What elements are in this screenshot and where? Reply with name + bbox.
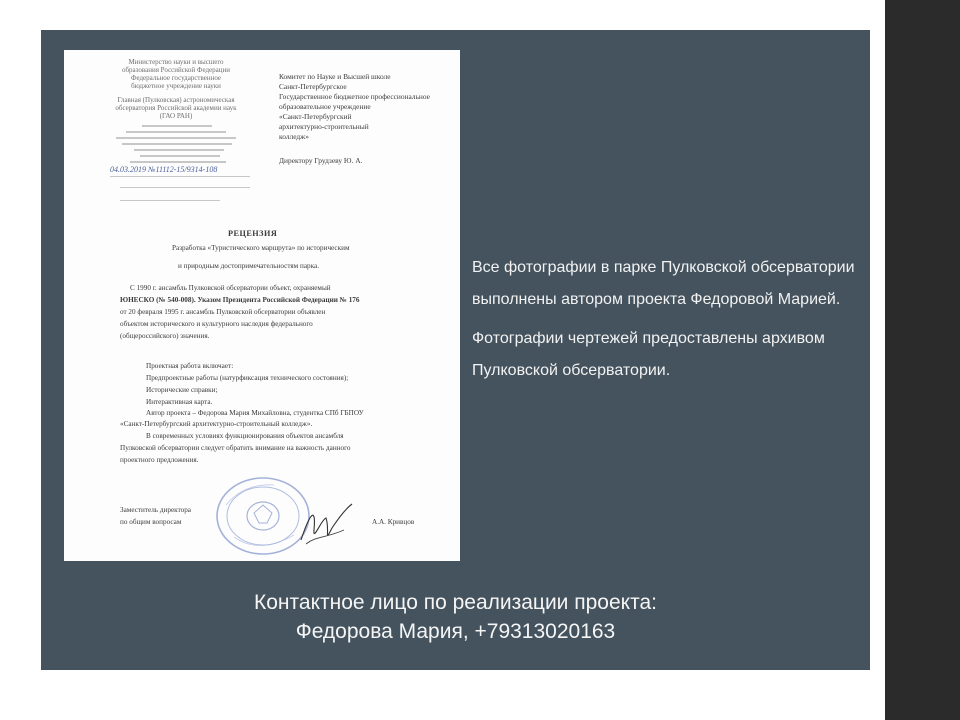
addressee-line: образовательное учреждение: [279, 102, 371, 111]
signature-icon: [296, 500, 356, 550]
list-line: проектного предложения.: [120, 456, 199, 464]
contact-details: Федорова Мария, +79313020163: [295, 620, 616, 643]
info-paragraph-drawings: Фотографии чертежей предоставлены архивом Пулковской обсерватории.: [472, 330, 825, 379]
addressee-line: Комитет по Науке и Высшей школе: [279, 72, 391, 81]
address-smudge: [140, 155, 220, 157]
addressee-line: Государственное бюджетное профессиональное: [279, 92, 430, 101]
sender-line: бюджетное учреждение науки: [131, 82, 221, 90]
signer-role: Заместитель директора: [120, 506, 191, 514]
sender-line: (ГАО РАН): [159, 112, 193, 120]
list-line: «Санкт-Петербургский архитектурно-строительный колледж».: [120, 420, 313, 428]
signer-role: по общим вопросам: [120, 518, 182, 526]
body-line: ЮНЕСКО (№ 540-008). Указом Президента Российской Федерации № 176: [120, 296, 360, 304]
number-underline: [120, 187, 250, 188]
addressee-line: Директору Грудзеву Ю. А.: [279, 156, 363, 165]
contact-block: [41, 588, 870, 646]
body-line: от 20 февраля 1995 г. ансамбль Пулковской обсерватории объявлен: [120, 308, 326, 316]
number-underline: [120, 200, 220, 201]
body-line: С 1990 г. ансамбль Пулковской обсерватории объект, охраняемый: [130, 284, 331, 292]
list-line: Интерактивная карта.: [146, 398, 213, 406]
document-subtitle: Разработка «Туристического маршрута» по историческим: [172, 244, 350, 252]
contact-heading: Контактное лицо по реализации проекта:: [254, 591, 657, 614]
address-smudge: [142, 125, 212, 127]
sender-line: Федеральное государственное: [130, 74, 222, 82]
list-line: В современных условиях функционирования объектов ансамбля: [146, 432, 344, 440]
side-bar: [885, 0, 960, 720]
list-line: Предпроектные работы (натурфиксация технического состояния);: [146, 374, 349, 382]
list-line: Пулковской обсерватории следует обратить внимание на важность данного: [120, 444, 351, 452]
body-line: объектом исторического и культурного наследия федерального: [120, 320, 313, 328]
info-paragraph-photos: Все фотографии в парке Пулковской обсерватории выполнены автором проекта Федоровой Марией.: [472, 259, 855, 308]
addressee-line: «Санкт-Петербургский: [279, 112, 352, 121]
list-line: Исторические справки;: [146, 386, 218, 394]
sender-line: Министерство науки и высшего: [128, 58, 224, 66]
sender-line: обсерватория Российской академии наук: [115, 104, 237, 112]
address-smudge: [122, 143, 232, 145]
outgoing-number: 04.03.2019 №11112-15/9314-108: [110, 165, 218, 174]
number-underline: [110, 176, 250, 177]
address-smudge: [116, 137, 236, 139]
signer-name: А.А. Кривцов: [372, 518, 415, 526]
addressee-line: архитектурно-строительный: [279, 122, 369, 131]
address-smudge: [130, 161, 226, 163]
document-subtitle: и природным достопримечательностям парка.: [178, 262, 320, 270]
sender-line: Главная (Пулковская) астрономическая: [117, 96, 235, 104]
info-text: [472, 252, 862, 394]
list-line: Проектная работа включает:: [146, 362, 234, 370]
address-smudge: [126, 131, 226, 133]
address-smudge: [134, 149, 224, 151]
addressee-line: колледж»: [279, 132, 309, 141]
sender-line: образования Российской Федерации: [122, 66, 230, 74]
document-title: РЕЦЕНЗИЯ: [228, 229, 278, 238]
body-line: (общероссийского) значения.: [120, 332, 210, 340]
addressee-line: Санкт-Петербургское: [279, 82, 347, 91]
scanned-document: [64, 50, 460, 561]
list-line: Автор проекта – Федорова Мария Михайловна, студентка СПб ГБПОУ: [146, 409, 364, 417]
